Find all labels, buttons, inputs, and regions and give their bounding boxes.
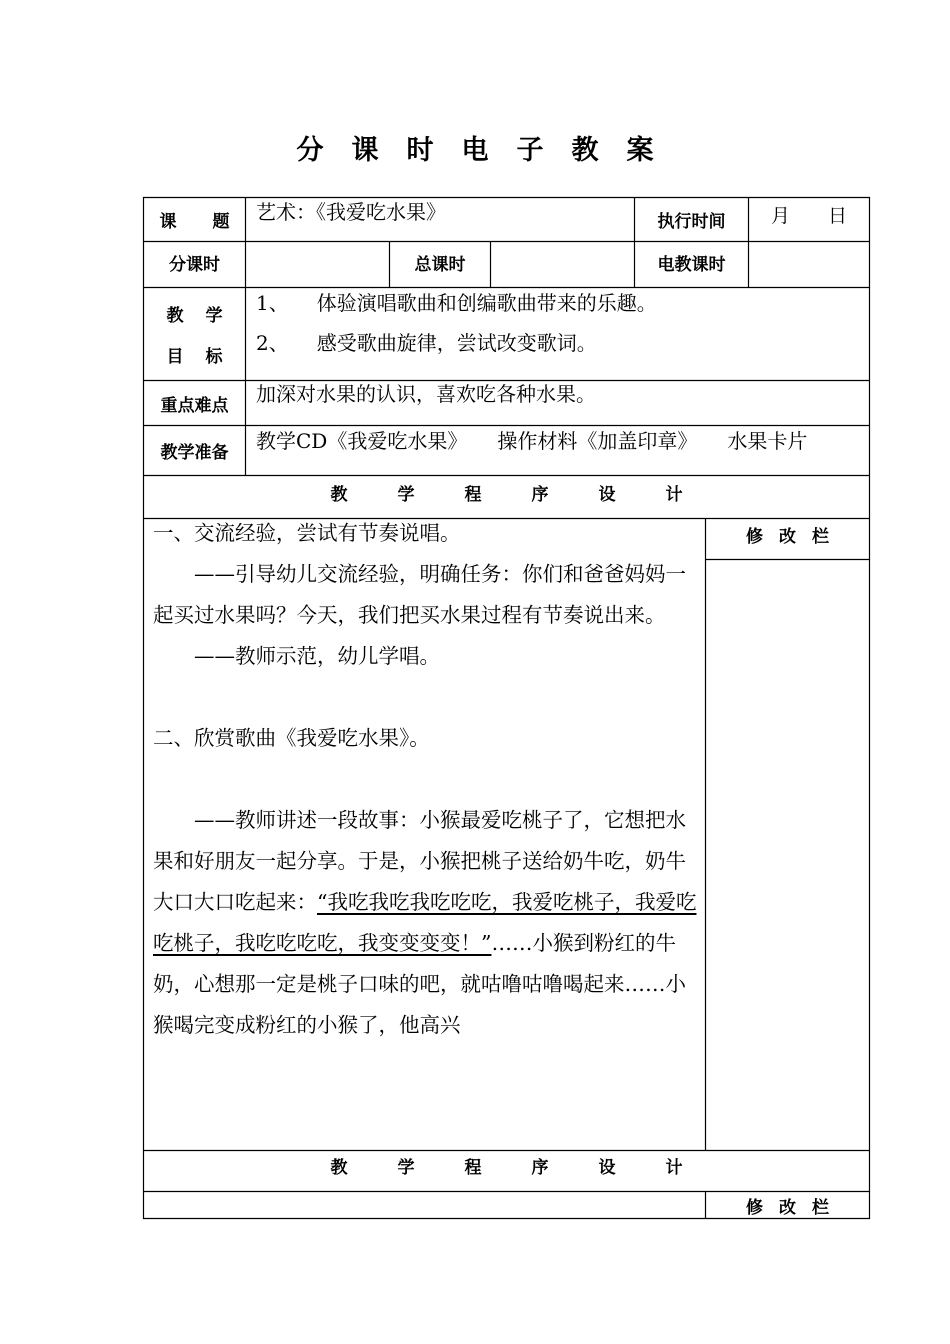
av-lessons-label: 电教课时 xyxy=(657,255,726,275)
heading-char: 教 xyxy=(330,484,348,505)
goals-label xyxy=(144,288,245,380)
heading-char: 修 xyxy=(746,526,763,547)
title-char: 电 xyxy=(461,135,489,166)
preparation-label: 教学准备 xyxy=(160,443,229,463)
heading-char: 序 xyxy=(531,1157,549,1178)
heading-char: 设 xyxy=(598,484,616,505)
exec-time-label: 执行时间 xyxy=(657,212,726,232)
heading-char: 序 xyxy=(531,484,549,505)
label-char: 课 xyxy=(159,212,177,232)
story-text: ……小猴到粉红的牛奶，心想那一定是桃子口味的吧，就咕噜咕噜喝起来……小猴喝完变成粉红的小猴了，他高兴 xyxy=(153,931,686,1037)
day-label: 日 xyxy=(828,205,848,227)
section-title: 一、交流经验，尝试有节奏说唱。 xyxy=(153,521,461,545)
goals-list xyxy=(246,288,869,380)
label-char: 标 xyxy=(205,347,223,367)
goal-number: 1、 xyxy=(256,291,289,315)
prep-item: 水果卡片 xyxy=(727,429,808,453)
title-char: 时 xyxy=(406,135,434,166)
subject-value: 艺术：《我爱吃水果》 xyxy=(256,200,446,224)
title-char: 子 xyxy=(516,135,544,166)
paragraph xyxy=(153,800,699,1046)
heading-char: 计 xyxy=(665,1157,683,1178)
prep-item: 教学CD《我爱吃水果》 xyxy=(256,429,468,453)
av-lessons-value xyxy=(749,242,869,287)
month-label: 月 xyxy=(770,205,790,227)
key-points-label: 重点难点 xyxy=(160,395,229,416)
heading-char: 程 xyxy=(464,484,482,505)
goal-number: 2、 xyxy=(256,331,289,355)
heading-char: 修 xyxy=(746,1197,763,1218)
label-char: 目 xyxy=(166,347,184,367)
title-char: 课 xyxy=(351,135,379,166)
program-heading xyxy=(144,476,869,518)
preparation-value xyxy=(246,426,869,475)
title-char: 分 xyxy=(296,135,324,166)
goal-text: 体验演唱歌曲和创编歌曲带来的乐趣。 xyxy=(316,291,657,315)
revision-column-heading xyxy=(706,519,869,559)
label-char: 教 xyxy=(166,306,184,326)
paragraph: ——引导幼儿交流经验，明确任务：你们和爸爸妈妈一起买过水果吗？今天，我们把买水果过程有节奏说出来。 xyxy=(153,562,686,627)
total-lessons-label: 总课时 xyxy=(414,255,466,275)
prep-item: 操作材料《加盖印章》 xyxy=(497,429,698,453)
key-points-value: 加深对水果的认识，喜欢吃各种水果。 xyxy=(256,382,596,406)
title-char: 教 xyxy=(571,135,599,166)
heading-char: 学 xyxy=(397,1157,415,1178)
goal-item xyxy=(256,288,869,328)
story-text: ——教师讲述一段故事：小猴最爱吃桃子了，它想把水果和好朋友一起分享。于是，小猴把桃子送给奶牛吃，奶牛大口大口吃起来： xyxy=(153,808,686,914)
goal-text: 感受歌曲旋律，尝试改变歌词。 xyxy=(316,331,597,355)
heading-char: 改 xyxy=(779,526,796,547)
total-lessons-value xyxy=(491,242,634,287)
section-title: 二、欣赏歌曲《我爱吃水果》。 xyxy=(153,726,430,750)
heading-char: 教 xyxy=(330,1157,348,1178)
lesson-body xyxy=(153,513,699,1046)
exec-time-value xyxy=(749,198,869,241)
subject-label xyxy=(144,198,245,241)
heading-char: 设 xyxy=(598,1157,616,1178)
title-char: 案 xyxy=(626,135,654,166)
heading-char: 改 xyxy=(779,1197,796,1218)
heading-char: 程 xyxy=(464,1157,482,1178)
heading-char: 栏 xyxy=(812,1197,829,1218)
heading-char: 计 xyxy=(665,484,683,505)
session-value xyxy=(246,242,389,287)
story-quote: “我吃我吃我吃吃吃，我爱吃桃子，我爱吃吃桃子，我吃吃吃吃，我变变变变！” xyxy=(153,890,697,955)
label-char: 学 xyxy=(205,306,223,326)
session-label: 分课时 xyxy=(169,255,220,275)
label-char: 题 xyxy=(212,212,230,232)
goal-item xyxy=(256,328,869,358)
heading-char: 学 xyxy=(397,484,415,505)
revision-column-heading-2 xyxy=(706,1192,869,1218)
program-heading-2 xyxy=(144,1151,869,1191)
heading-char: 栏 xyxy=(812,526,829,547)
paragraph: ——教师示范，幼儿学唱。 xyxy=(194,644,440,668)
